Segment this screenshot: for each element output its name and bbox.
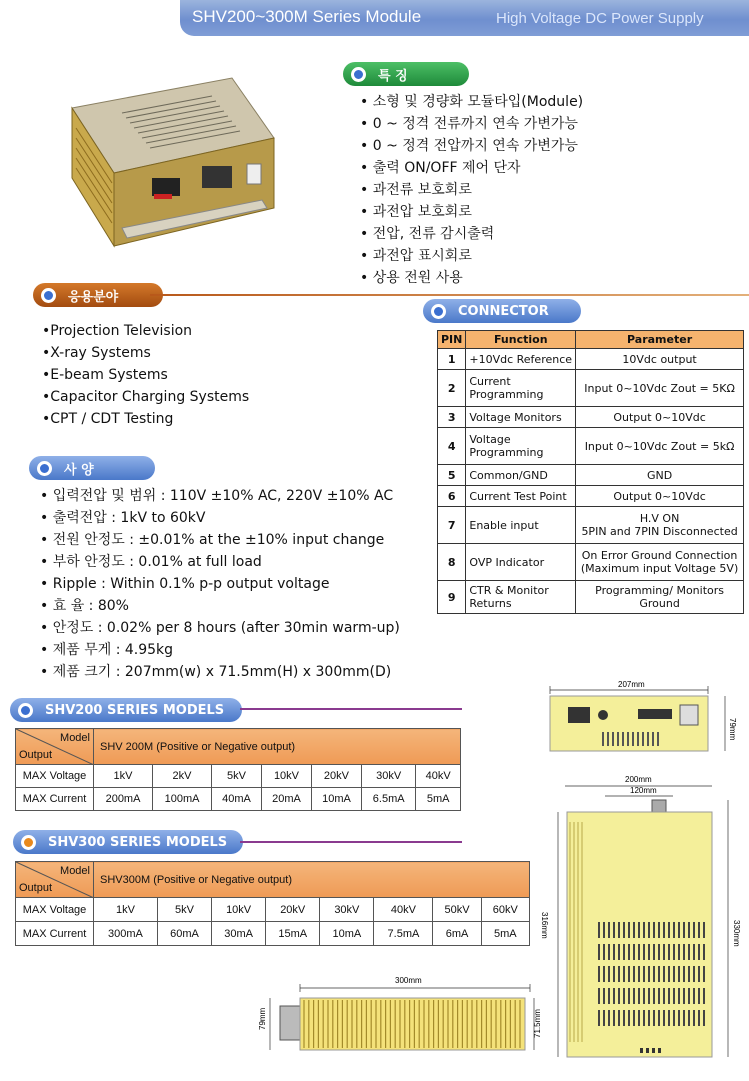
top-depth-right-label: 330mm: [732, 920, 741, 947]
connector-cell-function: Current Programming: [466, 370, 576, 407]
shv300-voltage-cell: 40kV: [374, 898, 433, 922]
connector-cell-pin: 2: [438, 370, 466, 407]
specs-heading: [29, 456, 155, 480]
shv200-heading: [10, 698, 242, 722]
shv300-heading: [13, 830, 243, 854]
front-height-label: 79mm: [728, 718, 737, 741]
feature-item: • 과전압 표시회로: [360, 245, 583, 267]
front-width-label: 207mm: [618, 680, 645, 689]
connector-row: [438, 486, 744, 507]
connector-col-function: Function: [466, 331, 576, 349]
shv300-current-cell: 7.5mA: [374, 922, 433, 946]
connector-cell-function: CTR & Monitor Returns: [466, 581, 576, 614]
bullet-circle-icon: [21, 835, 36, 850]
application-item: •X-ray Systems: [42, 345, 151, 361]
feature-item: • 전압, 전류 감시출력: [360, 223, 583, 245]
shv300-current-cell: 6mA: [433, 922, 481, 946]
shv200-corner-model: Model: [60, 732, 90, 744]
connector-cell-pin: 4: [438, 428, 466, 465]
shv200-voltage-cell: 20kV: [311, 765, 361, 788]
shv300-model-row: [16, 862, 530, 898]
bullet-circle-icon: [41, 288, 56, 303]
shv200-voltage-cell: 5kV: [212, 765, 262, 788]
bullet-circle-icon: [37, 461, 52, 476]
connector-cell-pin: 9: [438, 581, 466, 614]
feature-item: • 과전압 보호회로: [360, 201, 583, 223]
applications-heading: [33, 283, 163, 307]
bullet-circle-icon: [351, 67, 366, 82]
shv300-current-row: [16, 922, 530, 946]
shv300-voltage-cell: 1kV: [94, 898, 158, 922]
connector-cell-pin: 5: [438, 465, 466, 486]
shv300-current-cell: 60mA: [157, 922, 211, 946]
shv200-corner-cell: [16, 729, 94, 765]
shv300-current-cell: 15mA: [266, 922, 320, 946]
shv200-current-label: MAX Current: [16, 788, 94, 811]
shv300-voltage-cell: 60kV: [481, 898, 529, 922]
shv200-voltage-row: [16, 765, 461, 788]
spec-item: • 부하 안정도 : 0.01% at full load: [40, 551, 400, 573]
shv200-current-cell: 200mA: [94, 788, 153, 811]
features-heading-label: 특 징: [378, 68, 408, 84]
shv200-current-cell: 40mA: [212, 788, 262, 811]
connector-cell-parameter: GND: [576, 465, 744, 486]
side-length-label: 300mm: [395, 976, 422, 985]
spec-item: • Ripple : Within 0.1% p-p output voltage: [40, 573, 400, 595]
connector-cell-function: OVP Indicator: [466, 544, 576, 581]
bullet-circle-icon: [431, 304, 446, 319]
application-item: •Capacitor Charging Systems: [42, 389, 250, 405]
spec-item: • 효 율 : 80%: [40, 595, 400, 617]
side-height-right-label: 71.5mm: [533, 1009, 542, 1038]
connector-cell-function: Voltage Monitors: [466, 407, 576, 428]
connector-cell-parameter: Output 0~10Vdc: [576, 407, 744, 428]
shv200-corner-output: Output: [19, 749, 53, 761]
connector-cell-pin: 3: [438, 407, 466, 428]
connector-cell-function: Current Test Point: [466, 486, 576, 507]
connector-cell-parameter: H.V ON 5PIN and 7PIN Disconnected: [576, 507, 744, 544]
spec-item: • 안정도 : 0.02% per 8 hours (after 30min warm-up): [40, 617, 400, 639]
shv200-voltage-cell: 2kV: [153, 765, 212, 788]
connector-heading-label: CONNECTOR: [458, 303, 549, 319]
shv200-current-cell: 20mA: [262, 788, 312, 811]
feature-item: • 소형 및 경량화 모듈타입(Module): [360, 91, 583, 113]
shv200-voltage-cell: 30kV: [361, 765, 415, 788]
shv200-voltage-cell: 1kV: [94, 765, 153, 788]
connector-cell-parameter: 10Vdc output: [576, 349, 744, 370]
shv300-current-label: MAX Current: [16, 922, 94, 946]
connector-table: [437, 330, 744, 614]
top-view-drawing: [530, 772, 749, 1062]
connector-row: [438, 507, 744, 544]
connector-cell-pin: 7: [438, 507, 466, 544]
side-height-left-label: 79mm: [258, 1007, 267, 1030]
top-width-label: 200mm: [625, 775, 652, 784]
page-header: [180, 0, 749, 36]
feature-item: • 출력 ON/OFF 제어 단자: [360, 157, 583, 179]
shv200-current-cell: 100mA: [153, 788, 212, 811]
shv200-current-cell: 10mA: [311, 788, 361, 811]
applications-list: [42, 320, 249, 430]
shv300-voltage-cell: 50kV: [433, 898, 481, 922]
shv300-voltage-cell: 20kV: [266, 898, 320, 922]
connector-cell-pin: 1: [438, 349, 466, 370]
application-item: •E-beam Systems: [42, 367, 168, 383]
connector-cell-parameter: On Error Ground Connection (Maximum input Voltage 5V): [576, 544, 744, 581]
connector-col-pin: PIN: [438, 331, 466, 349]
connector-row: [438, 581, 744, 614]
spec-item: • 전원 안정도 : ±0.01% at the ±10% input change: [40, 529, 400, 551]
spec-item: • 출력전압 : 1kV to 60kV: [40, 507, 400, 529]
shv300-table: [15, 861, 530, 946]
shv200-current-row: [16, 788, 461, 811]
shv300-current-cell: 10mA: [320, 922, 374, 946]
shv300-corner-model: Model: [60, 865, 90, 877]
feature-item: • 과전류 보호회로: [360, 179, 583, 201]
shv200-model-row: [16, 729, 461, 765]
connector-cell-function: +10Vdc Reference: [466, 349, 576, 370]
shv300-corner-cell: [16, 862, 94, 898]
product-photo: [62, 68, 284, 248]
feature-item: • 0 ~ 정격 전류까지 연속 가변가능: [360, 113, 583, 135]
connector-row: [438, 544, 744, 581]
connector-cell-function: Common/GND: [466, 465, 576, 486]
feature-item: • 상용 전원 사용: [360, 267, 583, 289]
shv300-voltage-cell: 10kV: [212, 898, 266, 922]
application-item: •Projection Television: [42, 323, 193, 339]
applications-heading-label: 응용분야: [68, 289, 119, 305]
shv300-voltage-cell: 5kV: [157, 898, 211, 922]
connector-cell-parameter: Programming/ Monitors Ground: [576, 581, 744, 614]
feature-item: • 0 ~ 정격 전압까지 연속 가변가능: [360, 135, 583, 157]
shv200-voltage-label: MAX Voltage: [16, 765, 94, 788]
side-view-drawing: [258, 970, 552, 1070]
applications-rule: [150, 294, 749, 296]
shv200-table: [15, 728, 461, 811]
connector-row: [438, 465, 744, 486]
connector-cell-function: Voltage Programming: [466, 428, 576, 465]
connector-header-row: [438, 331, 744, 349]
connector-cell-pin: 8: [438, 544, 466, 581]
specs-list: [40, 485, 400, 683]
shv200-rule: [240, 708, 462, 710]
shv300-voltage-row: [16, 898, 530, 922]
shv300-corner-output: Output: [19, 882, 53, 894]
connector-heading: [423, 299, 581, 323]
top-depth-left-label: 316mm: [540, 912, 549, 939]
shv300-voltage-cell: 30kV: [320, 898, 374, 922]
connector-cell-parameter: Input 0~10Vdc Zout = 5kΩ: [576, 428, 744, 465]
shv200-voltage-cell: 10kV: [262, 765, 312, 788]
spec-item: • 제품 크기 : 207mm(w) x 71.5mm(H) x 300mm(D): [40, 661, 400, 683]
shv300-current-cell: 5mA: [481, 922, 529, 946]
shv200-voltage-cell: 40kV: [416, 765, 461, 788]
connector-row: [438, 370, 744, 407]
connector-cell-parameter: Output 0~10Vdc: [576, 486, 744, 507]
front-view-drawing: [540, 680, 745, 760]
connector-row: [438, 428, 744, 465]
connector-cell-function: Enable input: [466, 507, 576, 544]
shv200-current-cell: 5mA: [416, 788, 461, 811]
bullet-circle-icon: [18, 703, 33, 718]
connector-cell-parameter: Input 0~10Vdc Zout = 5KΩ: [576, 370, 744, 407]
header-subtitle: High Voltage DC Power Supply: [496, 10, 704, 27]
spec-item: • 제품 무게 : 4.95kg: [40, 639, 400, 661]
specs-heading-label: 사 양: [64, 462, 94, 478]
shv300-current-cell: 30mA: [212, 922, 266, 946]
features-list: [360, 91, 583, 289]
shv300-current-cell: 300mA: [94, 922, 158, 946]
features-heading: [343, 62, 469, 86]
shv300-voltage-label: MAX Voltage: [16, 898, 94, 922]
shv300-heading-label: SHV300 SERIES MODELS: [48, 834, 228, 850]
connector-col-parameter: Parameter: [576, 331, 744, 349]
header-title: SHV200~300M Series Module: [192, 7, 422, 26]
connector-row: [438, 349, 744, 370]
top-inner-label: 120mm: [630, 786, 657, 795]
spec-item: • 입력전압 및 범위 : 110V ±10% AC, 220V ±10% AC: [40, 485, 400, 507]
shv300-rule: [240, 841, 462, 843]
connector-row: [438, 407, 744, 428]
shv200-model-desc: SHV 200M (Positive or Negative output): [94, 729, 461, 765]
shv200-current-cell: 6.5mA: [361, 788, 415, 811]
shv300-model-desc: SHV300M (Positive or Negative output): [94, 862, 530, 898]
connector-cell-pin: 6: [438, 486, 466, 507]
shv200-heading-label: SHV200 SERIES MODELS: [45, 702, 225, 718]
application-item: •CPT / CDT Testing: [42, 411, 174, 427]
